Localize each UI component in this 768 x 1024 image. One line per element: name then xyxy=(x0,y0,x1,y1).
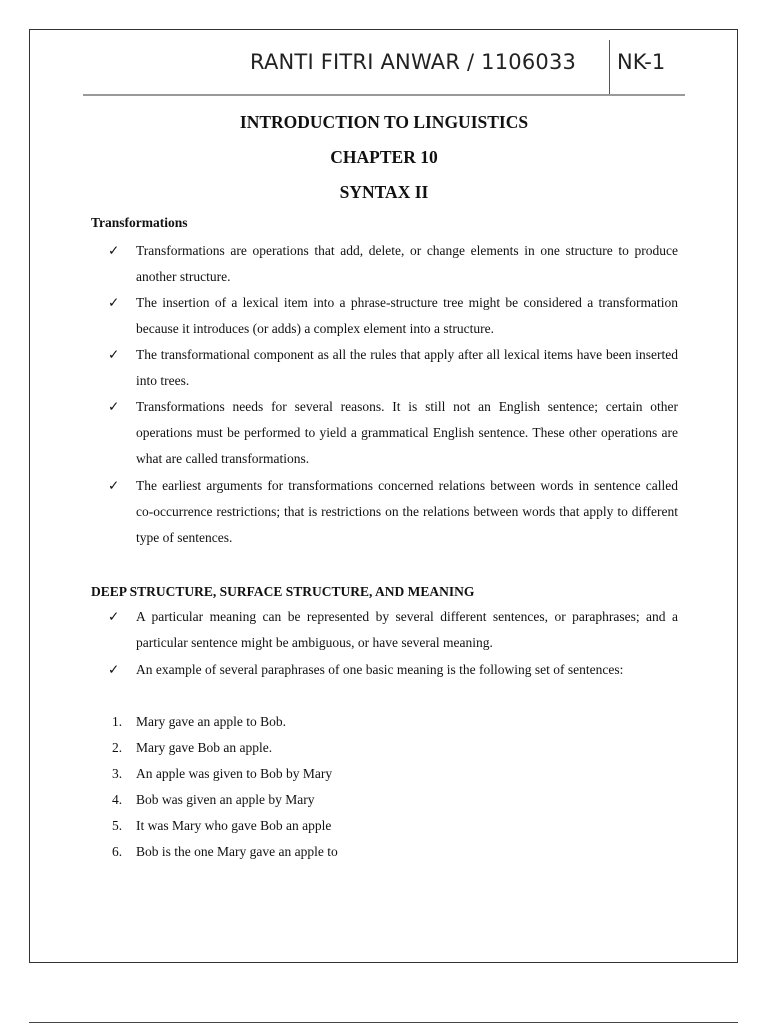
check-icon: ✓ xyxy=(108,662,120,677)
list-item-text: The insertion of a lexical item into a phrase-structure tree might be considered a transformation because it introduces (or adds) a complex element into a structure. xyxy=(136,295,678,336)
section-heading-transformations: Transformations xyxy=(91,215,188,230)
item-text: Mary gave Bob an apple. xyxy=(136,740,273,755)
section-heading-deep-structure: DEEP STRUCTURE, SURFACE STRUCTURE, AND MEANING xyxy=(91,584,475,599)
check-icon: ✓ xyxy=(108,295,120,310)
numbered-item xyxy=(112,761,332,787)
item-text: Bob was given an apple by Mary xyxy=(136,792,315,807)
list-item xyxy=(108,657,678,683)
item-text: Bob is the one Mary gave an apple to xyxy=(136,844,338,859)
list-item-text: Transformations needs for several reasons. It is still not an English sentence; certain other operations must be performed to yield a grammatical English sentence. These other operations are what are called transformations. xyxy=(136,399,678,466)
check-icon: ✓ xyxy=(108,243,120,258)
numbered-item xyxy=(112,735,272,761)
numbered-item xyxy=(112,839,338,865)
list-item xyxy=(108,342,678,394)
header-author: RANTI FITRI ANWAR / 1106033 xyxy=(250,50,577,74)
list-item-text: An example of several paraphrases of one basic meaning is the following set of sentences: xyxy=(136,662,624,677)
list-item-text: A particular meaning can be represented by several different sentences, or paraphrases; and a particular sentence might be ambiguous, or have several meaning. xyxy=(136,609,678,650)
item-text: An apple was given to Bob by Mary xyxy=(136,766,333,781)
item-number: 2. xyxy=(112,740,123,755)
list-item-text: Transformations are operations that add, delete, or change elements in one structure to produce another structure. xyxy=(136,243,678,284)
chapter-title: CHAPTER 10 xyxy=(330,147,438,167)
list-item-text: The transformational component as all the rules that apply after all lexical items have been inserted into trees. xyxy=(136,347,678,388)
course-title: INTRODUCTION TO LINGUISTICS xyxy=(239,112,529,132)
numbered-item xyxy=(112,709,286,735)
header-class-code: NK-1 xyxy=(617,50,666,74)
topic-title: SYNTAX II xyxy=(339,182,429,202)
header-rule xyxy=(83,94,685,96)
check-icon: ✓ xyxy=(108,399,120,414)
item-text: It was Mary who gave Bob an apple xyxy=(136,818,332,833)
item-number: 4. xyxy=(112,792,123,807)
next-page-edge xyxy=(29,1022,738,1023)
list-item-text: The earliest arguments for transformations concerned relations between words in sentence called co-occurrence restrictions; that is restrictions on the relations between words that apply to different type of sentences. xyxy=(136,478,678,545)
list-item xyxy=(108,238,678,290)
item-number: 1. xyxy=(112,714,123,729)
header-divider xyxy=(609,40,610,95)
list-item xyxy=(108,473,678,551)
list-item xyxy=(108,290,678,342)
check-icon: ✓ xyxy=(108,478,120,493)
list-item xyxy=(108,604,678,656)
check-icon: ✓ xyxy=(108,609,120,624)
item-number: 3. xyxy=(112,766,123,781)
numbered-item xyxy=(112,787,314,813)
item-number: 6. xyxy=(112,844,123,859)
item-number: 5. xyxy=(112,818,123,833)
numbered-item xyxy=(112,813,331,839)
check-icon: ✓ xyxy=(108,347,120,362)
list-item xyxy=(108,394,678,472)
item-text: Mary gave an apple to Bob. xyxy=(136,714,286,729)
